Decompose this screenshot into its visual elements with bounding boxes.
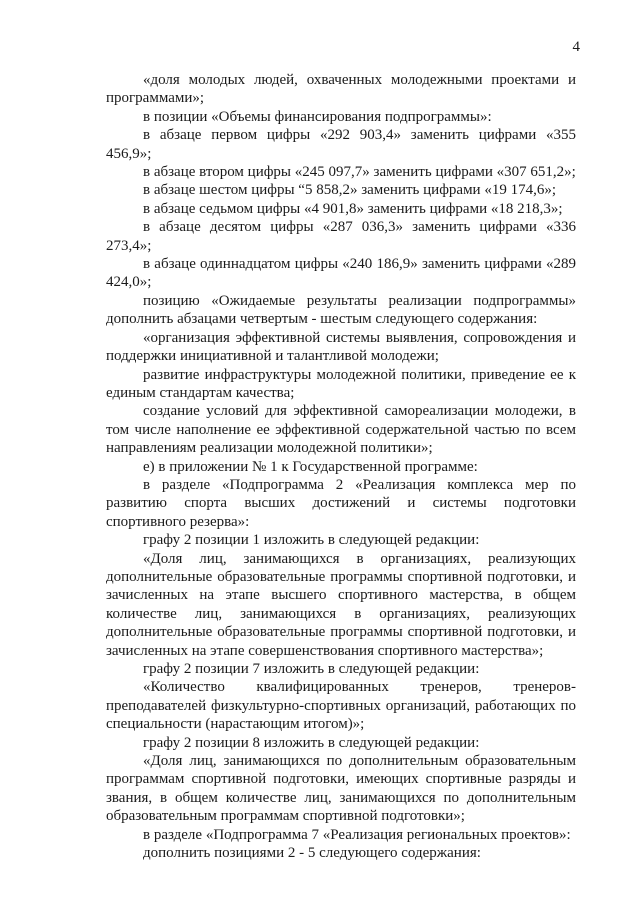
paragraph-3: в абзаце первом цифры «292 903,4» заменить цифрами «355 456,9»; xyxy=(106,127,576,162)
paragraph-5: в абзаце шестом цифры “5 858,2» заменить цифрами «19 174,6»; xyxy=(143,182,557,199)
document-body xyxy=(106,71,576,862)
paragraph-18: «Количество квалифицированных тренеров, тренеров-преподавателей физкультурно-спортивных организаций, работающих по специальности (нарастающим итогом)»; xyxy=(106,679,576,733)
paragraph-4: в абзаце втором цифры «245 097,7» заменить цифрами «307 651,2»; xyxy=(143,164,576,181)
paragraph-9: позицию «Ожидаемые результаты реализации подпрограммы» дополнить абзацами четвертым - шестым следующего содержания: xyxy=(106,292,576,328)
page-number: 4 xyxy=(572,39,580,55)
paragraph-20: «Доля лиц, занимающихся по дополнительным образовательным программам спортивной подготовки, имеющих спортивные разряды и звания, в общем количестве лиц, занимающихся по дополнительным образовательным программам спортивной подготовки»; xyxy=(106,753,576,825)
paragraph-19: графу 2 позиции 8 изложить в следующей редакции: xyxy=(143,734,480,751)
paragraph-1: «доля молодых людей, охваченных молодежными проектами и программами»; xyxy=(106,72,576,107)
paragraph-22: дополнить позициями 2 - 5 следующего содержания: xyxy=(143,845,481,862)
paragraph-12: создание условий для эффективной самореализации молодежи, в том числе наполнение ее эффективной содержательной частью по всем направлениям реализации молодежной политики»; xyxy=(106,403,576,457)
paragraph-11: развитие инфраструктуры молодежной политики, приведение ее к единым стандартам качества; xyxy=(106,366,576,401)
paragraph-21: в разделе «Подпрограмма 7 «Реализация региональных проектов»: xyxy=(143,826,571,843)
paragraph-14: в разделе «Подпрограмма 2 «Реализация комплекса мер по развитию спорта высших достижений и системы подготовки спортивного резерва»: xyxy=(106,476,576,530)
paragraph-2: в позиции «Объемы финансирования подпрограммы»: xyxy=(143,108,492,125)
paragraph-13: е) в приложении № 1 к Государственной программе: xyxy=(143,458,478,475)
paragraph-15: графу 2 позиции 1 изложить в следующей редакции: xyxy=(143,532,480,549)
paragraph-8: в абзаце одиннадцатом цифры «240 186,9» заменить цифрами «289 424,0»; xyxy=(106,256,576,291)
paragraph-7: в абзаце десятом цифры «287 036,3» заменить цифрами «336 273,4»; xyxy=(106,219,576,254)
paragraph-10: «организация эффективной системы выявления, сопровождения и поддержки инициативной и талантливой молодежи; xyxy=(106,329,576,365)
paragraph-6: в абзаце седьмом цифры «4 901,8» заменить цифрами «18 218,3»; xyxy=(143,200,563,217)
paragraph-16: «Доля лиц, занимающихся в организациях, реализующих дополнительные образовательные программы спортивной подготовки, и зачисленных на этапе высшего спортивного мастерства, в общем количестве лиц, занимающихся в организациях, реализующих дополнительные образовательные программы спортивной подготовки, и зачисленных на этапе совершенствования спортивного мастерства»; xyxy=(106,550,576,659)
paragraph-17: графу 2 позиции 7 изложить в следующей редакции: xyxy=(143,661,480,677)
